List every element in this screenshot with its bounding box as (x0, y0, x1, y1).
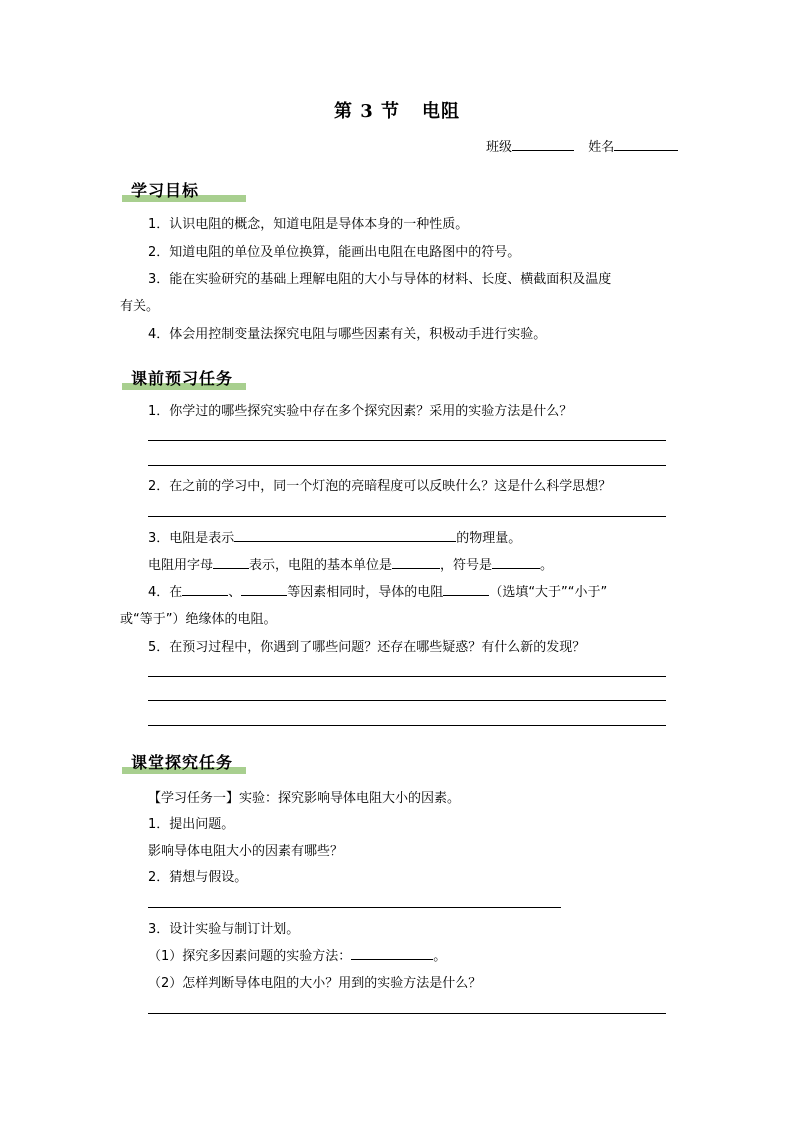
fill-text: 4．在 (148, 585, 183, 600)
fill-text: 等因素相同时，导体的电阻 (287, 585, 444, 600)
page-title (0, 97, 794, 123)
preview-question-fill (148, 581, 607, 600)
fill-text: 3．电阻是表示 (148, 531, 235, 546)
fill-blank[interactable] (213, 555, 249, 569)
fill-text: （选填“大于”“小于” (489, 585, 608, 600)
objective-item: 2．知道电阻的单位及单位换算，能画出电阻在电路图中的符号。 (148, 245, 521, 260)
answer-line[interactable] (148, 700, 666, 701)
step-substep: （2）怎样判断导体电阻的大小？用到的实验方法是什么？ (148, 976, 482, 991)
title-topic: 电阻 (422, 101, 461, 122)
fill-text: 电阻用字母 (148, 558, 214, 573)
name-field[interactable] (614, 137, 678, 151)
objective-item-continued: 有关。 (120, 299, 160, 314)
fill-text: 。 (433, 949, 447, 964)
fill-blank[interactable] (241, 582, 287, 596)
step-substep-fill (148, 945, 446, 964)
fill-blank[interactable] (182, 582, 228, 596)
section-heading-objectives (122, 176, 199, 202)
step-text: 2．猜想与假设。 (148, 870, 248, 885)
title-section-number: 第 3 节 (333, 101, 401, 122)
task-heading: 【学习任务一】实验：探究影响导体电阻大小的因素。 (148, 791, 461, 806)
objective-item: 4．体会用控制变量法探究电阻与哪些因素有关，积极动手进行实验。 (148, 327, 547, 342)
answer-line[interactable] (148, 676, 666, 677)
fill-blank[interactable] (234, 528, 456, 542)
section-label: 学习目标 (131, 181, 200, 200)
step-question: 影响导体电阻大小的因素有哪些？ (148, 844, 344, 859)
class-label: 班级 (486, 140, 513, 155)
fill-text: 的物理量。 (456, 531, 522, 546)
fill-text: ，符号是 (440, 558, 493, 573)
answer-line[interactable] (148, 725, 666, 726)
answer-line[interactable] (148, 440, 666, 441)
name-label: 姓名 (588, 140, 615, 155)
preview-question-fill (148, 527, 521, 546)
preview-question-continued: 或“等于”）绝缘体的电阻。 (120, 612, 277, 627)
fill-text: 、 (228, 585, 242, 600)
answer-line[interactable] (148, 465, 666, 466)
fill-text: 。 (540, 558, 554, 573)
fill-blank[interactable] (492, 555, 540, 569)
fill-text: （1）探究多因素问题的实验方法： (148, 949, 352, 964)
fill-blank[interactable] (351, 946, 433, 960)
fill-blank[interactable] (443, 582, 489, 596)
preview-question: 5．在预习过程中，你遇到了哪些问题？还存在哪些疑惑？有什么新的发现？ (148, 640, 586, 655)
objective-item: 1．认识电阻的概念，知道电阻是导体本身的一种性质。 (148, 217, 469, 232)
section-heading-classroom (122, 748, 233, 774)
answer-line[interactable] (148, 516, 666, 517)
step-text: 1．提出问题。 (148, 817, 235, 832)
section-label: 课堂探究任务 (131, 753, 234, 772)
objective-item: 3．能在实验研究的基础上理解电阻的大小与导体的材料、长度、横截面积及温度 (148, 272, 612, 287)
preview-question: 1．你学过的哪些探究实验中存在多个探究因素？采用的实验方法是什么？ (148, 404, 573, 419)
answer-line[interactable] (148, 907, 561, 908)
fill-text: 表示，电阻的基本单位是 (249, 558, 393, 573)
step-text: 3．设计实验与制订计划。 (148, 922, 300, 937)
section-label: 课前预习任务 (131, 369, 234, 388)
preview-question-fill (148, 554, 553, 573)
preview-question: 2．在之前的学习中，同一个灯泡的亮暗程度可以反映什么？这是什么科学思想？ (148, 479, 612, 494)
answer-line[interactable] (148, 1013, 666, 1014)
class-name-line (486, 136, 678, 155)
class-field[interactable] (512, 137, 574, 151)
section-heading-preview (122, 364, 233, 390)
fill-blank[interactable] (392, 555, 440, 569)
